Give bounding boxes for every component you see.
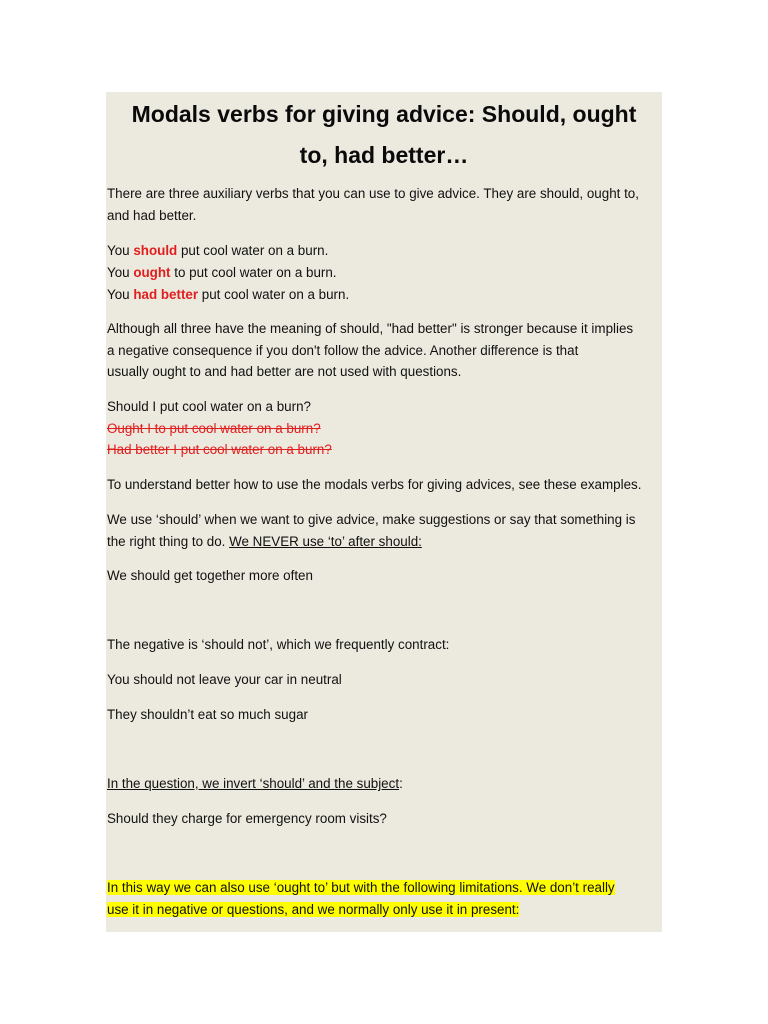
example-suffix: put cool water on a burn. <box>177 243 329 258</box>
example-had-better <box>107 284 349 306</box>
intro-line-1: There are three auxiliary verbs that you can use to give advice. They are should, ought to, <box>107 186 639 201</box>
title-line-1: Modals verbs for giving advice: Should, ought <box>131 101 637 127</box>
negative-example-2: They shouldn’t eat so much sugar <box>107 707 308 722</box>
never-to-rule: We NEVER use ‘to’ after should: <box>229 534 422 549</box>
example-prefix: You <box>107 265 134 280</box>
modal-should: should <box>133 243 178 258</box>
ought-note-line-1 <box>107 877 615 899</box>
intro-line-2: and had better. <box>107 208 197 223</box>
question-wrong-had-better: Had better I put cool water on a burn? <box>107 442 332 457</box>
question-rule-colon: : <box>399 776 403 791</box>
question-rule-text: In the question, we invert ‘should’ and the subject <box>107 776 400 791</box>
modal-had-better: had better <box>133 287 199 302</box>
understand-line: To understand better how to use the modals verbs for giving advices, see these examples. <box>107 477 642 492</box>
negative-example-1: You should not leave your car in neutral <box>107 672 342 687</box>
should-usage-line-2 <box>107 531 422 553</box>
negative-intro: The negative is ‘should not’, which we frequently contract: <box>107 637 450 652</box>
difference-line-1: Although all three have the meaning of should, "had better" is stronger because it implies <box>107 321 634 336</box>
example-ought <box>107 262 337 284</box>
question-correct: Should I put cool water on a burn? <box>107 399 311 414</box>
should-usage-line-1: We use ‘should’ when we want to give advice, make suggestions or say that something is <box>107 512 636 527</box>
example-should <box>107 240 328 262</box>
ought-note-highlight-1: In this way we can also use ‘ought to’ but with the following limitations. We don’t really <box>107 880 615 895</box>
question-wrong-ought: Ought I to put cool water on a burn? <box>107 421 321 436</box>
example-suffix: put cool water on a burn. <box>198 287 350 302</box>
ought-note-line-2 <box>107 899 519 921</box>
example-prefix: You <box>107 287 134 302</box>
example-suffix: to put cool water on a burn. <box>170 265 337 280</box>
page-title <box>106 92 662 176</box>
difference-line-3: usually ought to and had better are not used with questions. <box>107 364 462 379</box>
title-line-2: to, had better… <box>299 142 469 168</box>
example-prefix: You <box>107 243 134 258</box>
example-together: We should get together more often <box>107 568 313 583</box>
should-usage-plain: the right thing to do. <box>107 534 230 549</box>
difference-line-2: a negative consequence if you don't follow the advice. Another difference is that <box>107 343 579 358</box>
question-example: Should they charge for emergency room visits? <box>107 811 387 826</box>
question-rule <box>107 773 403 795</box>
modal-ought: ought <box>133 265 171 280</box>
ought-note-highlight-2: use it in negative or questions, and we normally only use it in present: <box>107 902 520 917</box>
